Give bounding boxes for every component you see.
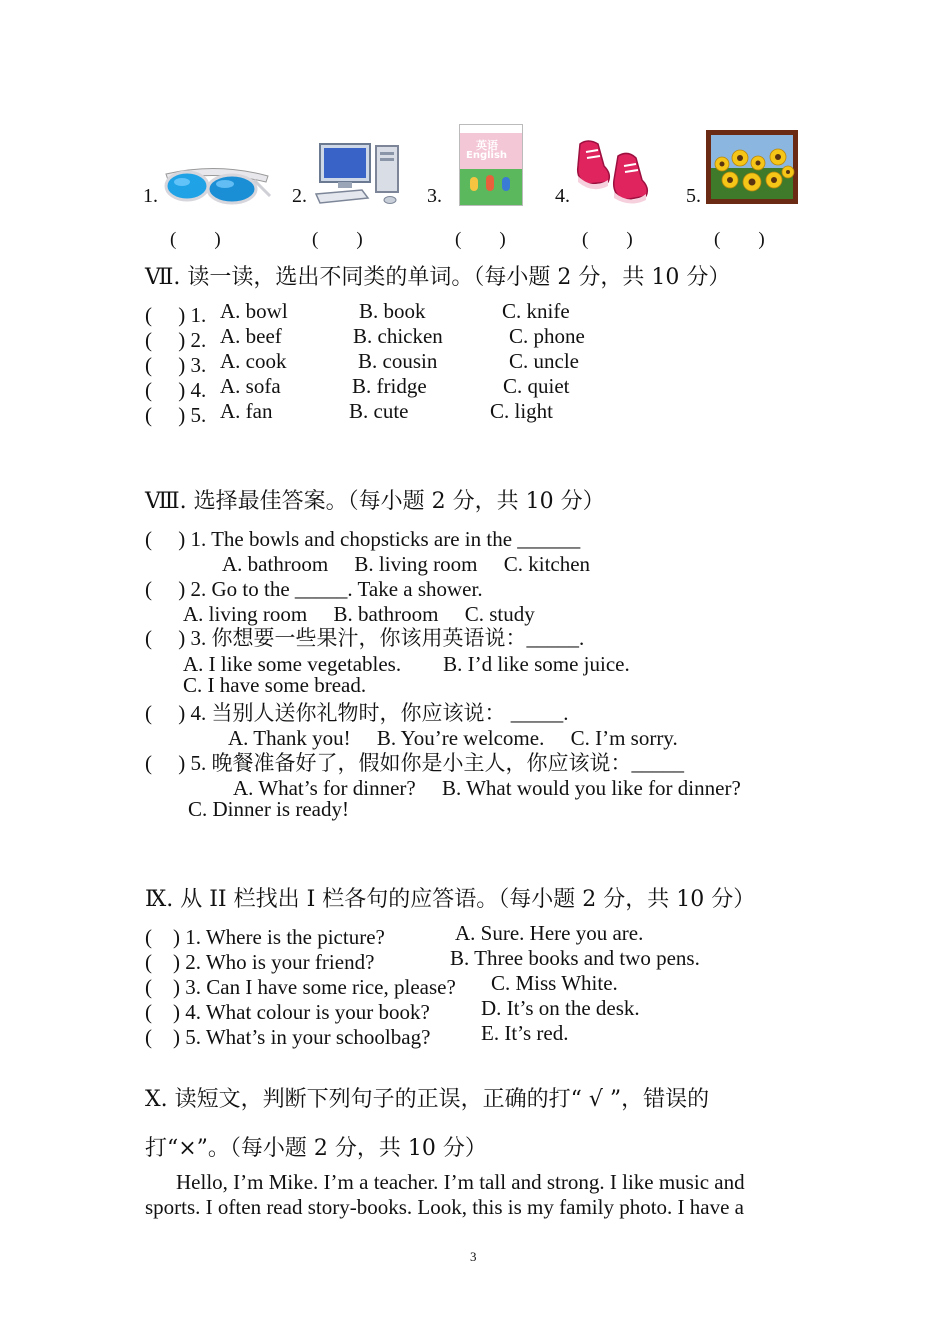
question-line: ( ) 1. The bowls and chopsticks are in the ______: [145, 527, 581, 551]
option-c: C. quiet: [503, 374, 570, 398]
option-c: C. phone: [509, 324, 585, 348]
option-c: C. light: [490, 399, 554, 423]
question-line: ( ) 3. Can I have some rice, please?: [145, 975, 456, 999]
answer-paren-2: ( ): [312, 229, 363, 250]
picture-number-5: 5.: [686, 185, 701, 207]
option-b: B. book: [359, 299, 426, 323]
option-c: C. uncle: [509, 349, 579, 373]
answer-paren-5: ( ): [714, 229, 765, 250]
question-number: ( ) 4.: [145, 378, 207, 402]
question-line: ( ) 2. Who is your friend?: [145, 950, 375, 974]
option-a: A. sofa: [220, 374, 281, 398]
option-b: B. chicken: [353, 324, 443, 348]
question-line: ( ) 5. 晚餐准备好了，假如你是小主人，你应该说：_____: [145, 751, 684, 775]
page-number: 3: [470, 1249, 477, 1264]
options-line: C. I have some bread.: [183, 673, 367, 697]
answer-paren-1: ( ): [170, 229, 221, 250]
answer-option: D. It’s on the desk.: [481, 996, 640, 1020]
answer-option: E. It’s red.: [481, 1021, 569, 1045]
sunglasses-icon: [162, 160, 272, 208]
options-line: A. What’s for dinner? B. What would you like for dinner?: [233, 776, 741, 800]
picture-number-4: 4.: [555, 185, 570, 207]
book-title-en: English: [466, 150, 508, 161]
question-number: ( ) 2.: [145, 328, 207, 352]
sneakers-icon: [574, 136, 654, 208]
answer-option: B. Three books and two pens.: [450, 946, 700, 970]
option-a: A. cook: [220, 349, 287, 373]
question-number: ( ) 1.: [145, 303, 207, 327]
answer-option: C. Miss White.: [491, 971, 618, 995]
computer-icon: [312, 140, 408, 206]
option-a: A. fan: [220, 399, 273, 423]
question-number: ( ) 5.: [145, 403, 207, 427]
picture-number-1: 1.: [143, 185, 158, 207]
question-line: ( ) 2. Go to the _____. Take a shower.: [145, 577, 483, 601]
option-c: C. knife: [502, 299, 570, 323]
option-b: B. fridge: [352, 374, 427, 398]
passage-line-1: Hello, I’m Mike. I’m a teacher. I’m tall and strong. I like music and: [176, 1170, 745, 1194]
question-line: ( ) 4. 当别人送你礼物时，你应该说： _____.: [145, 701, 569, 725]
section-9-title: Ⅸ. 从 II 栏找出 I 栏各句的应答语。（每小题 2 分，共 10 分）: [145, 887, 756, 912]
options-line: C. Dinner is ready!: [188, 797, 349, 821]
english-book-icon: [459, 124, 523, 206]
section-7-title: Ⅶ. 读一读，选出不同类的单词。（每小题 2 分，共 10 分）: [145, 265, 731, 290]
question-line: ( ) 1. Where is the picture?: [145, 925, 385, 949]
options-line: A. bathroom B. living room C. kitchen: [222, 552, 591, 576]
question-line: ( ) 5. What’s in your schoolbag?: [145, 1025, 431, 1049]
options-line: A. Thank you! B. You’re welcome. C. I’m sorry.: [228, 726, 678, 750]
picture-number-3: 3.: [427, 185, 442, 207]
picture-number-2: 2.: [292, 185, 307, 207]
option-a: A. bowl: [220, 299, 288, 323]
question-line: ( ) 4. What colour is your book?: [145, 1000, 430, 1024]
answer-option: A. Sure. Here you are.: [455, 921, 644, 945]
passage-line-2: sports. I often read story-books. Look, this is my family photo. I have a: [145, 1195, 744, 1219]
section-10-title-line-1: Ⅹ. 读短文，判断下列句子的正误，正确的打“ √ ”，错误的: [145, 1087, 710, 1112]
answer-paren-3: ( ): [455, 229, 506, 250]
section-10-title-line-2: 打“×”。（每小题 2 分，共 10 分）: [145, 1136, 487, 1161]
options-line: A. living room B. bathroom C. study: [183, 602, 535, 626]
question-number: ( ) 3.: [145, 353, 207, 377]
option-b: B. cute: [349, 399, 409, 423]
option-b: B. cousin: [358, 349, 438, 373]
answer-paren-4: ( ): [582, 229, 633, 250]
question-line: ( ) 3. 你想要一些果汁，你该用英语说：_____.: [145, 626, 585, 650]
sunflower-painting-icon: [706, 130, 798, 204]
option-a: A. beef: [220, 324, 282, 348]
options-line: A. I like some vegetables. B. I’d like some juice.: [183, 652, 630, 676]
book-title-cn: 英语: [476, 139, 498, 152]
section-8-title: Ⅷ. 选择最佳答案。（每小题 2 分，共 10 分）: [145, 489, 605, 514]
